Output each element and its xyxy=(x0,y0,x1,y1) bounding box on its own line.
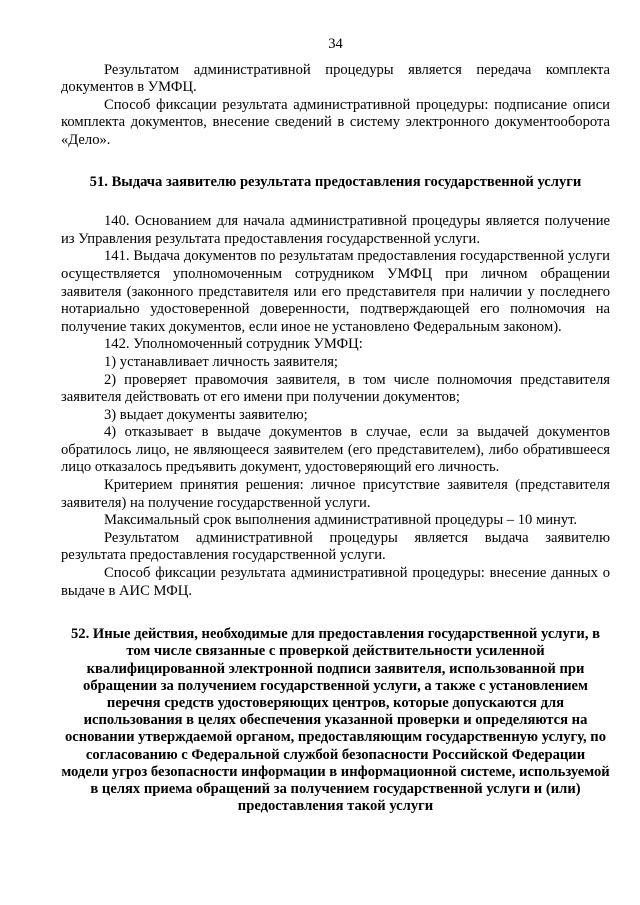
list-item-2: 2) проверяет правомочия заявителя, в том числе полномочия представителя заявителя действовать от его имени при получении документов; xyxy=(61,371,610,406)
intro-paragraph-1: Результатом административной процедуры является передача комплекта документов в УМФЦ. xyxy=(61,61,610,96)
paragraph-141: 141. Выдача документов по результатам предоставления государственной услуги осуществляется уполномоченным сотрудником УМФЦ при личном обращении заявителя (законного представителя или его представителя при наличии у последнего нотариально удостоверенной доверенности, подтверждающей его полномочия на получение таких документов, если иное не установлено Федеральным законом). xyxy=(61,248,610,335)
fixation-method-paragraph: Способ фиксации результата административной процедуры: внесение данных о выдаче в АИС МФЦ. xyxy=(61,565,610,599)
paragraph-140: 140. Основанием для начала административной процедуры является получение из Управления результата предоставления государственной услуги. xyxy=(61,213,610,247)
result-paragraph: Результатом административной процедуры является выдача заявителю результата предоставления государственной услуги. xyxy=(61,529,610,564)
max-duration-paragraph: Максимальный срок выполнения административной процедуры – 10 минут. xyxy=(104,512,578,529)
intro-paragraph-2: Способ фиксации результата административной процедуры: подписание описи комплекта документов, внесение сведений в систему электронного документооборота «Дело». xyxy=(61,96,610,148)
decision-criterion-paragraph: Критерием принятия решения: личное присутствие заявителя (представителя заявителя) на получение государственной услуги. xyxy=(61,477,610,511)
section-52-heading: 52. Иные действия, необходимые для предоставления государственной услуги, в том числе связанные с проверкой действительности усиленной квалифицированной электронной подписи заявителя, использованной при обращении за получением государственной услуги, а также с установлением перечня средств удостоверяющих центров, которые допускаются для использования в целях обеспечения указанной проверки и определяются на основании утверждаемой органом, предоставляющим государственную услугу, по согласованию с Федеральной службой безопасности Российской Федерации модели угроз безопасности информации в информационной системе, используемой в целях приема обращений за получением государственной услуги и (или) предоставления такой услуги xyxy=(61,626,610,815)
section-51-heading: 51. Выдача заявителю результата предоставления государственной услуги xyxy=(89,173,582,190)
list-item-4: 4) отказывает в выдаче документов в случае, если за выдачей документов обратилось лицо, не являющееся заявителем (его представителем), либо обратившееся лицо отказалось предъявить документ, удостоверяющий его личность. xyxy=(61,424,610,476)
page-number: 34 xyxy=(328,36,343,52)
paragraph-142: 142. Уполномоченный сотрудник УМФЦ: xyxy=(104,336,363,353)
list-item-1: 1) устанавливает личность заявителя; xyxy=(104,353,338,370)
document-page xyxy=(61,36,610,815)
list-item-3: 3) выдает документы заявителю; xyxy=(104,406,308,423)
